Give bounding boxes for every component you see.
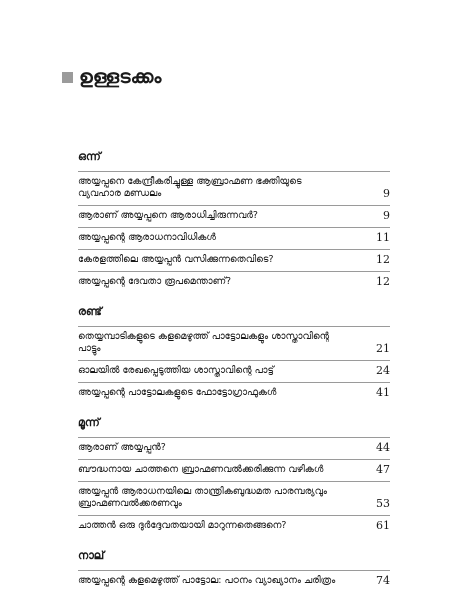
entry-title: തെയ്യമ്പാടികളുടെ കളമെഴുത്ത് പാട്ടോലകളും ശാസ്താവിന്റെ പാട്ടും [78, 331, 330, 354]
toc-entry [78, 249, 390, 271]
entry-title: അയ്യപ്പന്റെ ദേവതാ രൂപമെന്താണ്? [78, 276, 232, 287]
table-of-contents [78, 150, 390, 604]
page-title: ഉള്ളടക്കം [79, 66, 162, 88]
page-heading [62, 66, 162, 88]
entry-page-number: 44 [376, 441, 390, 454]
toc-entry [78, 360, 390, 382]
entry-page-number: 53 [376, 497, 390, 510]
entry-title: അയ്യപ്പന്റെ പാട്ടോലകളുടെ ഫോട്ടോഗ്രാഫുകൾ [78, 387, 277, 398]
entry-title: ഓലയിൽ രേഖപ്പെടുത്തിയ ശാസ്താവിന്റെ പാട്ട് [78, 365, 274, 376]
entry-title: അയ്യപ്പന്റെ കളമെഴുത്ത് പാട്ടോല: പഠനം വ്യാഖ്യാനം ചരിത്രം [78, 575, 336, 586]
toc-entry [78, 481, 390, 515]
entry-title: ചാത്തൻ ഒരു ദുർദ്ദേവതയായി മാറുന്നതെങ്ങനെ? [78, 520, 287, 531]
entry-page-number: 12 [376, 253, 390, 266]
toc-entry [78, 326, 390, 360]
part-title: രണ്ട് [78, 305, 102, 318]
entry-page-number: 9 [383, 187, 390, 200]
entry-title: ആരാണ് അയ്യപ്പൻ? [78, 442, 166, 453]
entry-title: അയ്യപ്പനെ കേന്ദ്രീകരിച്ചുള്ള ആബ്രാഹ്മണ ഭക്തിയുടെ വ്യവഹാര മണ്ഡലം [78, 176, 302, 199]
toc-entry [78, 515, 390, 537]
entry-page-number: 61 [376, 519, 390, 532]
entry-page-number: 47 [376, 463, 390, 476]
toc-entry [78, 171, 390, 205]
entry-page-number: 24 [376, 364, 390, 377]
part-title: നാല് [78, 549, 105, 562]
toc-entry [78, 227, 390, 249]
entry-page-number: 74 [376, 574, 390, 587]
toc-entry [78, 437, 390, 459]
toc-entry [78, 570, 390, 592]
entry-title: അയ്യപ്പന്റെ ആരാധനാവിധികൾ [78, 232, 216, 243]
entry-title: അയ്യപ്പൻ ആരാധനയിലെ താന്ത്രികബുദ്ധമത പാരമ്പര്യവും ബ്രാഹ്മണവൽക്കരണവും [78, 486, 327, 509]
entry-page-number: 12 [376, 275, 390, 288]
toc-part-3 [78, 416, 390, 537]
entry-title: ആരാണ് അയ്യപ്പനെ ആരാധിച്ചിരുന്നവർ? [78, 210, 258, 221]
entry-title: ബൗദ്ധനായ ചാത്തനെ ബ്രാഹ്മണവൽക്കരിക്കുന്ന വഴികൾ [78, 464, 324, 475]
toc-entry [78, 271, 390, 293]
entry-page-number: 41 [376, 386, 390, 399]
toc-entry [78, 205, 390, 227]
entry-title: കേരളത്തിലെ അയ്യപ്പൻ വസിക്കുന്നതെവിടെ? [78, 254, 274, 265]
heading-square-icon [62, 72, 73, 83]
toc-entry [78, 382, 390, 404]
toc-part-1 [78, 150, 390, 293]
entry-page-number: 9 [383, 209, 390, 222]
toc-part-4 [78, 549, 390, 592]
entry-page-number: 11 [376, 231, 390, 244]
part-title: ഒന്ന് [78, 150, 101, 163]
entry-page-number: 21 [376, 342, 390, 355]
toc-entry [78, 459, 390, 481]
part-title: മൂന്ന് [78, 416, 100, 429]
toc-part-2 [78, 305, 390, 404]
